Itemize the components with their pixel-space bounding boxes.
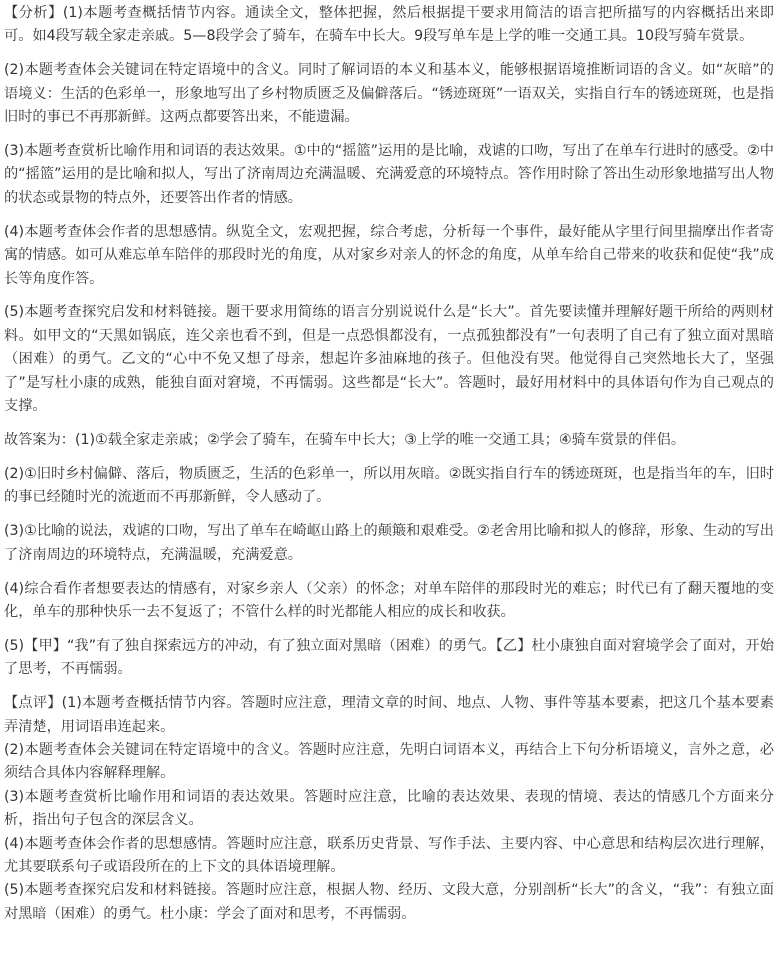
answer-paragraph-5: (5)【甲】“我”有了独自探索远方的冲动，有了独立面对黑暗（困难）的勇气。【乙】杜小康独自面对窘境学会了面对，开始了思考，不再懦弱。 (4, 637, 774, 678)
answer-paragraph-3: (3)①比喻的说法，戏谑的口吻，写出了单车在崎岖山路上的颠簸和艰难受。②老舍用比喻和拟人的修辞，形象、生动的写出了济南周边的环境特点，充满温暖，充满爱意。 (4, 523, 774, 563)
analysis-paragraph-1: 【分析】(1)本题考查概括情节内容。通读全文，整体把握，然后根据提干要求用简洁的语言把所描写的内容概括出来即可。如4段写载全家走亲戚。5—8段学会了骑车，在骑车中长大。9段写单车是上学的唯一交通工具。10段写骑车赏景。 (4, 5, 774, 45)
analysis-paragraph-3: (3)本题考查赏析比喻作用和词语的表达效果。①中的“摇篮”运用的是比喻，戏谑的口吻，写出了在单车行进时的感受。②中的“摇篮”运用的是比喻和拟人，写出了济南周边充满温暖、充满爱意的环境特点。答作用时除了答出生动形象地描写出人物的状态或景物的特点外，还要答出作者的情感。 (4, 143, 774, 206)
comment-paragraph-2: (2)本题考查体会关键词在特定语境中的含义。答题时应注意，先明白词语本义，再结合上下句分析语境义，言外之意，必须结合具体内容解释理解。 (4, 741, 774, 782)
comment-paragraph-1: 【点评】(1)本题考查概括情节内容。答题时应注意，理清文章的时间、地点、人物、事件等基本要素，把这几个基本要素弄清楚，用词语串连起来。 (4, 695, 774, 735)
analysis-paragraph-4: (4)本题考查体会作者的思想感情。纵览全文，宏观把握，综合考虑，分析每一个事件，最好能从字里行间里揣摩出作者寄寓的情感。如可从难忘单车陪伴的那段时光的角度，从对家乡对亲人的怀念的角度，从单车给自己带来的收获和促使“我”成长等角度作答。 (4, 223, 774, 287)
analysis-paragraph-2: (2)本题考查体会关键词在特定语境中的含义。同时了解词语的本义和基本义，能够根据语境推断词语的含义。如“灰暗”的语境义：生活的色彩单一，形象地写出了乡村物质匮乏及偏僻落后。“锈迹斑斑”一语双关，实指自行车的锈迹斑斑，也是指旧时的事已不再那新鲜。这两点都要答出来，不能遗漏。 (4, 62, 774, 126)
comment-paragraph-3: (3)本题考查赏析比喻作用和词语的表达效果。答题时应注意，比喻的表达效果、表现的情境、表达的情感几个方面来分析，指出句子包含的深层含义。 (4, 788, 774, 829)
comment-paragraph-4: (4)本题考查体会作者的思想感情。答题时应注意，联系历史背景、写作手法、主要内容、中心意思和结构层次进行理解，尤其要联系句子或语段所在的上下文的具体语境理解。 (4, 835, 774, 875)
answer-paragraph-1: 故答案为：(1)①载全家走亲戚；②学会了骑车，在骑车中长大；③上学的唯一交通工具；④骑车赏景的伴侣。 (4, 432, 686, 448)
analysis-paragraph-5: (5)本题考查探究启发和材料链接。题干要求用简练的语言分别说说什么是“长大”。首先要读懂并理解好题干所给的两则材料。如甲文的“天黑如锅底，连父亲也看不到，但是一点恐惧都没有，一点孤独都没有”一句表明了自己有了独立面对黑暗（困难）的勇气。乙文的“心中不免又想了母亲，想起许多油麻地的孩子。但他没有哭。他觉得自己突然地长大了，坚强了”是写杜小康的成熟，能独自面对窘境，不再懦弱。这些都是“长大”。答题时，最好用材料中的具体语句作为自己观点的支撑。 (4, 304, 774, 415)
answer-paragraph-4: (4)综合看作者想要表达的情感有，对家乡亲人（父亲）的怀念；对单车陪伴的那段时光的难忘；时代已有了翻天覆地的变化，单车的那种快乐一去不复返了；不管什么样的时光都能人相应的成长和收获。 (4, 580, 774, 620)
comment-paragraph-5: (5)本题考查探究启发和材料链接。答题时应注意，根据人物、经历、文段大意，分别剖析“长大”的含义，“我”：有独立面对黑暗（困难）的勇气。杜小康：学会了面对和思考，不再懦弱。 (4, 882, 774, 922)
answer-paragraph-2: (2)①旧时乡村偏僻、落后，物质匮乏，生活的色彩单一，所以用灰暗。②既实指自行车的锈迹斑斑，也是指当年的车，旧时的事已经随时光的流逝而不再那新鲜，令人感动了。 (4, 465, 774, 506)
